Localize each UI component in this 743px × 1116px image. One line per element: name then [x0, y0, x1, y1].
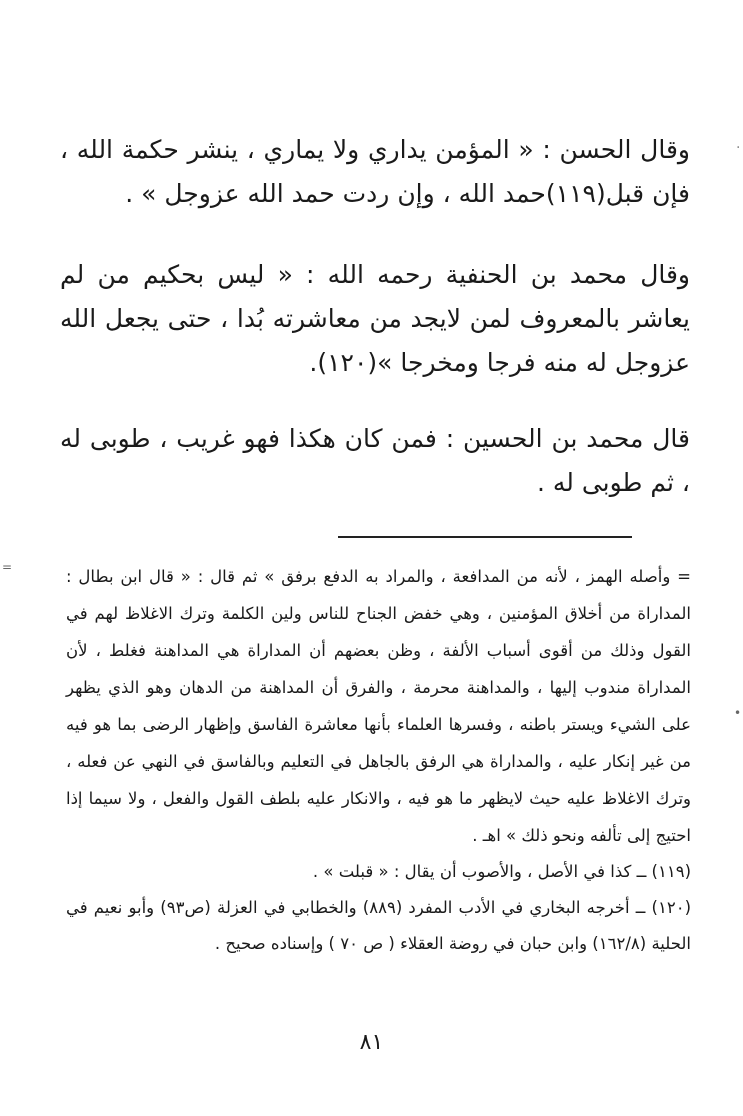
main-paragraph-hasan: وقال الحسن : « المؤمن يداري ولا يماري ، ينشر حكمة الله ، فإن قبل(١١٩)حمد الله ، وإن ردت حمد الله عزوجل » . — [60, 135, 690, 208]
footnote-separator — [338, 536, 632, 538]
margin-mark-left: = — [2, 560, 13, 574]
main-paragraph-ibn-husayn: قال محمد بن الحسين : فمن كان هكذا فهو غريب ، طوبى له ، ثم طوبى له . — [60, 424, 690, 497]
margin-mark-right: • — [734, 706, 742, 720]
footnotes-section — [66, 558, 691, 962]
footnote-continuation: = وأصله الهمز ، لأنه من المدافعة ، والمراد به الدفع برفق » ثم قال : « قال ابن بطال : المداراة من أخلاق المؤمنين ، وهي خفض الجناح للناس ولين الكلمة وترك الاغلاظ لهم في القول وذلك من أقوى أسباب الألفة ، وظن بعضهم أن المداراة هي المداهنة فغلط ، لأن المداراة مندوب إليها ، والمداهنة محرمة ، والفرق أن المداهنة من الدهان وهو الذي يظهر على الشيء ويستر باطنه ، وفسرها العلماء بأنها معاشرة الفاسق وإظهار الرضى بما هو فيه من غير إنكار عليه ، والمداراة هي الرفق بالجاهل في التعليم وبالفاسق في النهي عن فعله ، وترك الاغلاظ عليه حيث لايظهر ما هو فيه ، والانكار عليه بلطف القول والفعل ، ولا سيما إذا احتيج إلى تألفه ونحو ذلك » اهـ . — [66, 567, 691, 845]
margin-mark-top: · — [736, 140, 741, 156]
footnote-119: (١١٩) ــ كذا في الأصل ، والأصوب أن يقال : « قبلت » . — [312, 862, 691, 881]
page-number: ٨١ — [359, 1030, 384, 1055]
main-paragraph-ibn-hanafiyya: وقال محمد بن الحنفية رحمه الله : « ليس بحكيم من لم يعاشر بالمعروف لمن لايجد من معاشرته بُدا ، حتى يجعل الله عزوجل له منه فرجا ومخرجا »(١٢٠). — [60, 260, 690, 377]
footnote-120: (١٢٠) ــ أخرجه البخاري في الأدب المفرد (٨٨٩) والخطابي في العزلة (ص٩٣) وأبو نعيم في الحلية (١٦٢/٨) وابن حبان في روضة العقلاء ( ص ٧٠ ) وإسناده صحيح . — [66, 898, 691, 953]
